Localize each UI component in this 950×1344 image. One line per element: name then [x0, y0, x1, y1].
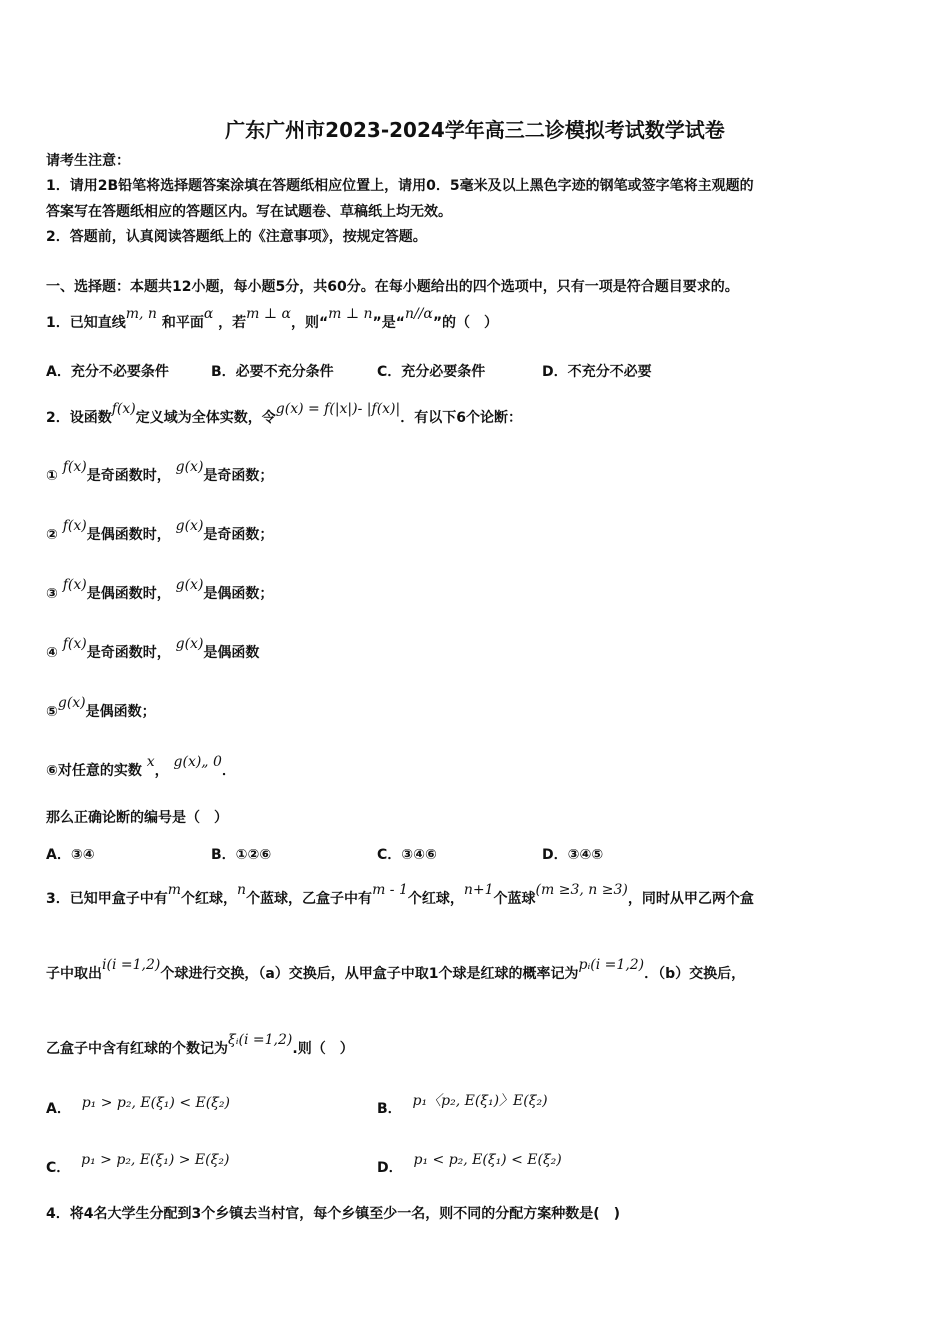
- q3-text: ．（b）交换后，: [644, 966, 746, 982]
- q2-statement-3: [46, 577, 274, 603]
- q3-math-n-plus-1: n+1: [463, 882, 494, 898]
- q3-math-p: pᵢ(i =1,2): [578, 957, 645, 973]
- q3-text: 子中取出: [46, 966, 102, 982]
- math-fx: f(x): [62, 518, 87, 534]
- statement-number: ①: [46, 468, 58, 484]
- statement-text: 是偶函数；: [85, 704, 156, 720]
- q3-math-n: n: [237, 882, 247, 898]
- math-x: x: [146, 754, 155, 770]
- math-gx: g(x): [57, 695, 86, 711]
- q2-option-d: D．③④⑤: [542, 847, 604, 863]
- math-gx: g(x): [175, 518, 204, 534]
- statement-number: ②: [46, 527, 58, 543]
- notice-line-1: 1．请用2B铅笔将选择题答案涂填在答题纸相应位置上，请用0．5毫米及以上黑色字迹的钢笔或签字笔将主观题的: [46, 178, 754, 194]
- statement-text: 是偶函数；: [203, 586, 274, 602]
- statement-text: 是偶函数: [203, 645, 260, 661]
- q3-math-m: m: [167, 882, 182, 898]
- notice-line-2: 答案写在答题纸相应的答题区内。写在试题卷、草稿纸上均无效。: [46, 204, 452, 220]
- q3-text: 个蓝球: [493, 891, 536, 907]
- q2-ask: 那么正确论断的编号是（ ）: [46, 810, 228, 826]
- math-g-nonpositive: g(x)„ 0: [173, 754, 222, 770]
- page-title: 广东广州市2023-2024学年高三二诊模拟考试数学试卷: [225, 118, 725, 142]
- statement-number: ⑤: [46, 704, 58, 720]
- q1-text: ”的（ ）: [432, 315, 499, 331]
- q2-text: 2．设函数: [46, 410, 112, 426]
- option-math: p₁ > p₂, E(ξ₁) > E(ξ₂): [81, 1152, 230, 1168]
- statement-number: ④: [46, 645, 58, 661]
- q3-option-c: [46, 1152, 230, 1177]
- q1-text: ，若: [218, 315, 247, 331]
- statement-text: 对任意的实数: [57, 763, 142, 779]
- math-gx: g(x): [175, 636, 204, 652]
- q3-math-condition: (m ≥3, n ≥3): [535, 882, 628, 898]
- q1-option-d: D．不充分不必要: [542, 364, 652, 380]
- notice-heading: 请考生注意：: [46, 153, 130, 169]
- statement-text: ，: [154, 763, 169, 779]
- q3-option-b: [377, 1093, 548, 1118]
- q1-math-m-perp-n: m ⊥ n: [328, 306, 373, 322]
- question-4: 4．将4名大学生分配到3个乡镇去当村官，每个乡镇至少一名，则不同的分配方案种数是( ): [46, 1206, 621, 1222]
- q3-math-i: i(i =1,2): [102, 957, 161, 973]
- statement-text: 是偶函数时，: [86, 586, 171, 602]
- q2-math-g-def: g(x) = f(|x|)- |f(x)|: [275, 401, 401, 417]
- q3-text: 个球进行交换，（a）交换后，从甲盒子中取1个球是红球的概率记为: [160, 966, 579, 982]
- q3-option-d: [377, 1152, 562, 1177]
- math-fx: f(x): [62, 459, 87, 475]
- q2-text: ．有以下6个论断：: [400, 410, 522, 426]
- q1-text: ”是“: [372, 315, 405, 331]
- section-heading: 一、选择题：本题共12小题，每小题5分，共60分。在每小题给出的四个选项中，只有一项是符合题目要求的。: [46, 279, 739, 295]
- question-3-line-3: [46, 1032, 354, 1058]
- q1-math-n-parallel-alpha: n//α: [404, 306, 433, 322]
- q2-option-b: B．①②⑥: [211, 847, 272, 863]
- q2-text: 定义域为全体实数，令: [135, 410, 276, 426]
- q2-statement-1: [46, 459, 274, 485]
- q3-text: 个蓝球，乙盒子中有: [246, 891, 373, 907]
- q3-text: ，同时从甲乙两个盒: [627, 891, 754, 907]
- q1-math-m-perp-alpha: m ⊥ α: [246, 306, 291, 322]
- q3-text: .则（ ）: [292, 1041, 354, 1057]
- option-label: A．: [46, 1101, 71, 1117]
- question-3-line-1: [46, 882, 754, 908]
- statement-text: 是奇函数时，: [86, 468, 171, 484]
- option-math: p₁ > p₂, E(ξ₁) < E(ξ₂): [81, 1095, 230, 1111]
- statement-text: ．: [221, 763, 236, 779]
- option-math: p₁ < p₂, E(ξ₁) < E(ξ₂): [413, 1152, 562, 1168]
- q1-text: ，则“: [290, 315, 329, 331]
- q1-option-c: C．充分必要条件: [377, 364, 486, 380]
- q1-text: 和平面: [161, 315, 204, 331]
- option-label: C．: [46, 1160, 71, 1176]
- q2-math-f: f(x): [111, 401, 136, 417]
- math-gx: g(x): [175, 577, 204, 593]
- q3-text: 个红球，: [407, 891, 464, 907]
- q1-math-alpha: α: [203, 306, 214, 322]
- q1-option-b: B．必要不充分条件: [211, 364, 334, 380]
- math-fx: f(x): [62, 636, 87, 652]
- q3-math-xi: ξᵢ(i =1,2): [228, 1032, 293, 1048]
- statement-number: ⑥: [46, 763, 58, 779]
- statement-text: 是偶函数时，: [86, 527, 171, 543]
- q2-statement-4: [46, 636, 260, 662]
- question-1: [46, 306, 499, 332]
- option-math: p₁〈p₂, E(ξ₁)〉E(ξ₂): [412, 1093, 548, 1109]
- q2-option-a: A．③④: [46, 847, 95, 863]
- statement-text: 是奇函数时，: [86, 645, 171, 661]
- question-3-line-2: [46, 957, 746, 983]
- statement-text: 是奇函数；: [203, 468, 274, 484]
- option-label: D．: [377, 1160, 403, 1176]
- q2-statement-2: [46, 518, 274, 544]
- q1-text: 1．已知直线: [46, 315, 126, 331]
- q3-text: 个红球，: [181, 891, 238, 907]
- q3-text: 乙盒子中含有红球的个数记为: [46, 1041, 228, 1057]
- q2-option-c: C．③④⑥: [377, 847, 437, 863]
- math-fx: f(x): [62, 577, 87, 593]
- q2-statement-6: [46, 754, 236, 780]
- option-label: B．: [377, 1101, 402, 1117]
- math-gx: g(x): [175, 459, 204, 475]
- notice-line-3: 2．答题前，认真阅读答题纸上的《注意事项》，按规定答题。: [46, 229, 427, 245]
- q3-option-a: [46, 1095, 230, 1118]
- q1-math-mn: m, n: [125, 306, 157, 322]
- q2-statement-5: [46, 695, 156, 721]
- q3-math-m-minus-1: m - 1: [372, 882, 408, 898]
- q1-option-a: A．充分不必要条件: [46, 364, 169, 380]
- q3-text: 3．已知甲盒子中有: [46, 891, 168, 907]
- question-2: [46, 401, 522, 427]
- statement-text: 是奇函数；: [203, 527, 274, 543]
- statement-number: ③: [46, 586, 58, 602]
